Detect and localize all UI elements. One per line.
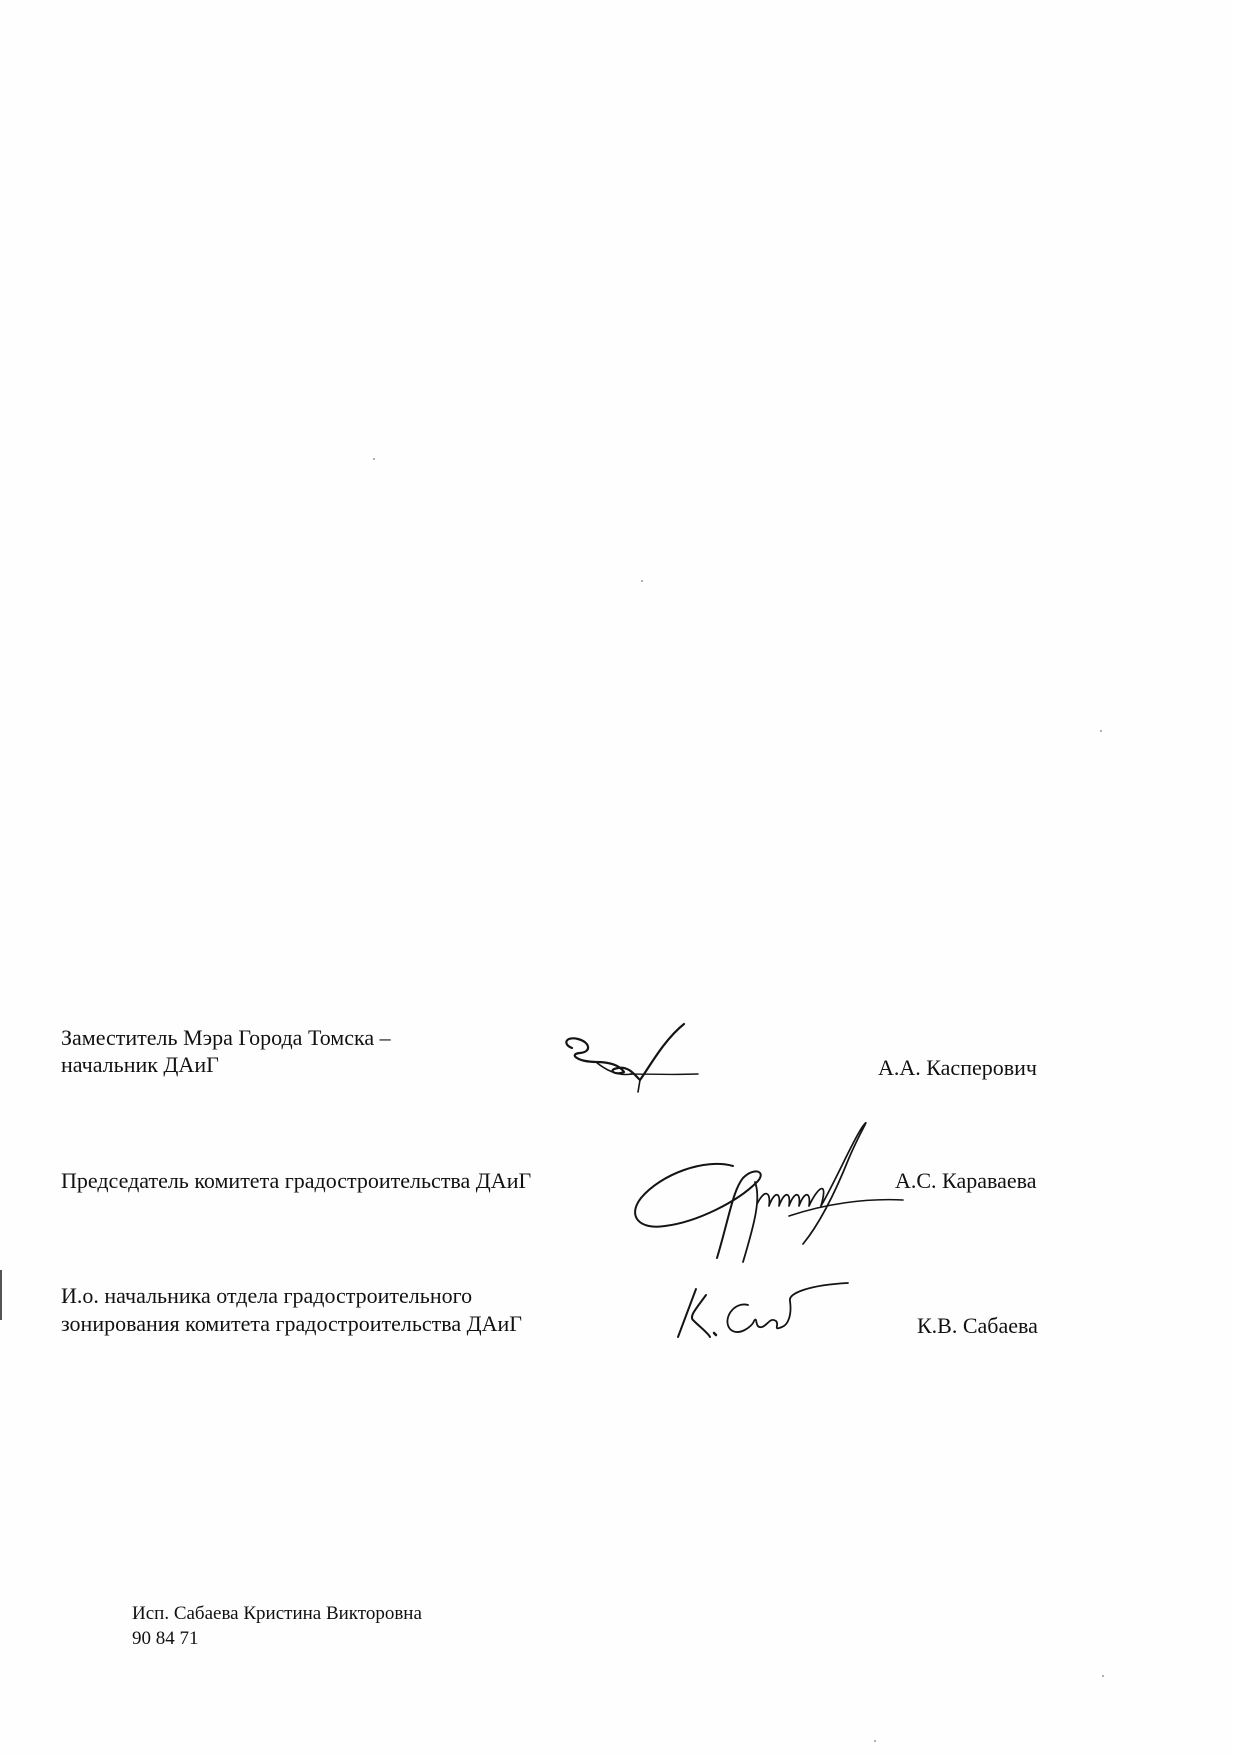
signatory-3-position-line-2: зонирования комитета градостроительства ДАиГ xyxy=(61,1311,522,1336)
executor-phone: 90 84 71 xyxy=(132,1628,199,1649)
signature-3 xyxy=(670,1275,850,1345)
signature-1 xyxy=(560,1020,710,1095)
scan-edge-mark xyxy=(0,1270,2,1320)
scan-speck xyxy=(1102,1675,1104,1677)
signature-2 xyxy=(625,1118,915,1278)
signatory-1-position-line-1: Заместитель Мэра Города Томска – xyxy=(61,1025,391,1050)
executor-name: Исп. Сабаева Кристина Викторовна xyxy=(132,1603,422,1624)
scan-speck xyxy=(874,1740,876,1742)
signatory-2-name: А.С. Караваева xyxy=(895,1168,1037,1193)
scan-speck xyxy=(641,580,643,582)
signatory-3-position-line-1: И.о. начальника отдела градостроительного xyxy=(61,1283,473,1308)
scan-speck xyxy=(373,458,375,460)
signatory-3-name: К.В. Сабаева xyxy=(917,1313,1038,1338)
signatory-1-name: А.А. Касперович xyxy=(878,1055,1037,1080)
signatory-2-position: Председатель комитета градостроительства ДАиГ xyxy=(61,1168,532,1193)
scan-speck xyxy=(1100,730,1102,732)
signatory-1-position-line-2: начальник ДАиГ xyxy=(61,1052,219,1077)
